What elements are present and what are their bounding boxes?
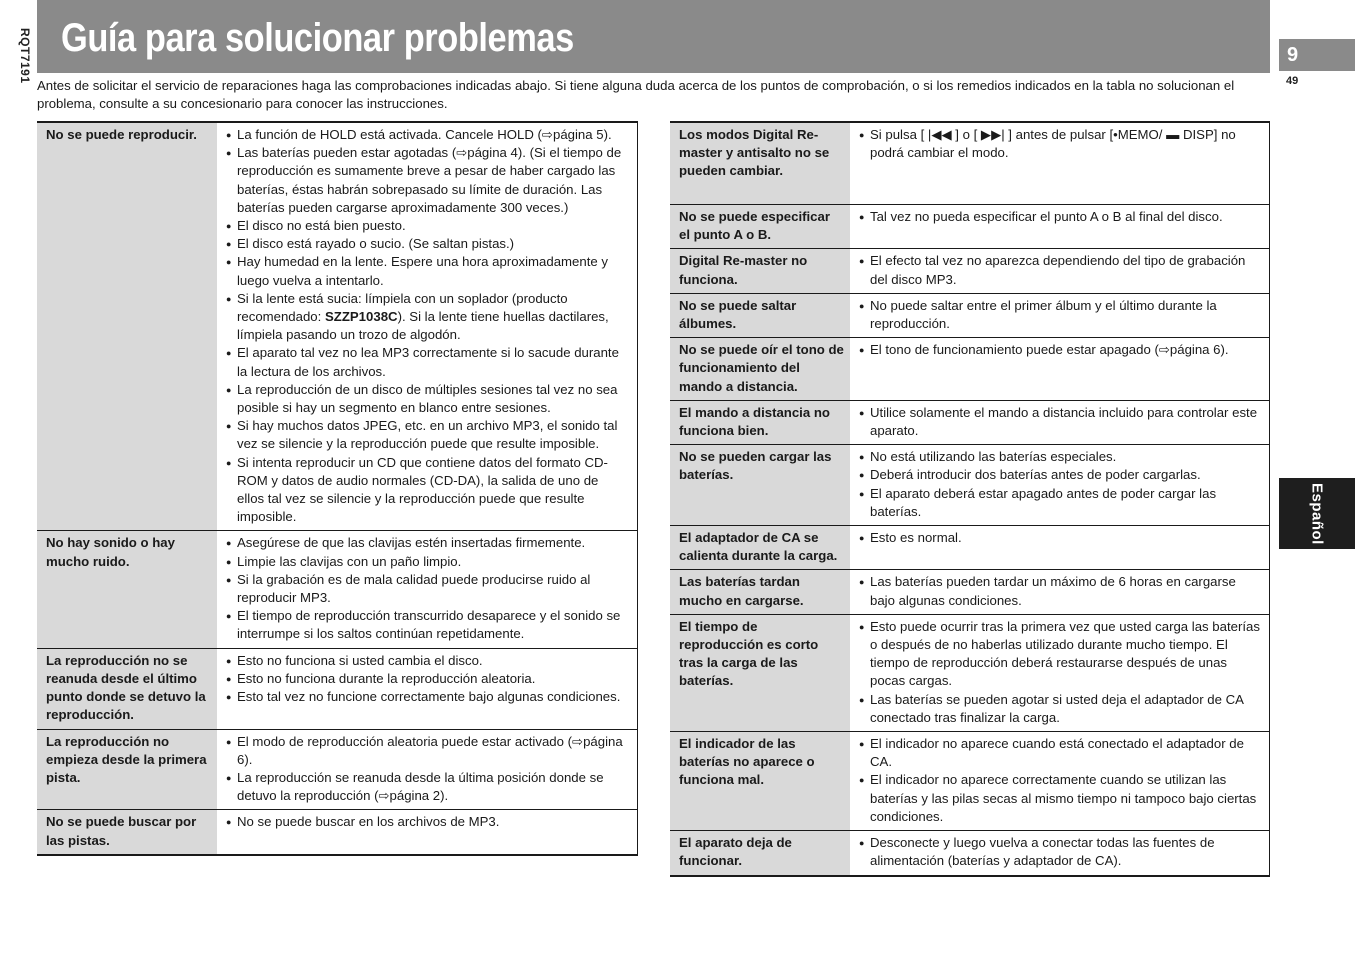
answer-item: ● No se puede buscar en los archivos de MP3. bbox=[226, 813, 629, 831]
answer-item: ● Utilice solamente el mando a distancia incluido para controlar este aparato. bbox=[859, 404, 1261, 440]
answer-item: ● Esto no funciona durante la reproducción aleatoria. bbox=[226, 670, 629, 688]
answer-item: ● Las baterías pueden estar agotadas (⇨página 4). (Si el tiempo de reproducción es sumamente breve a pesar de haber cargado las baterías, éstas habrán sobrepasado su límite de duración. Las baterías pueden cargarse aproximadamente 300 veces.) bbox=[226, 144, 629, 217]
answer-item: ● Las baterías se pueden agotar si usted deja el adaptador de CA conectado tras finalizar la carga. bbox=[859, 691, 1261, 727]
answer-cell bbox=[217, 531, 638, 648]
answer-item: ● Si intenta reproducir un CD que contiene datos del formato CD-ROM y datos de audio normales (CD-DA), la salida de uno de ellos tal vez se silencie y la reproducción puede que resulte imposible. bbox=[226, 454, 629, 527]
table-row bbox=[670, 205, 1270, 249]
table-row bbox=[670, 122, 1270, 205]
answer-item: ● El efecto tal vez no aparezca dependiendo del tipo de grabación del disco MP3. bbox=[859, 252, 1261, 288]
answer-item: ● Esto no funciona si usted cambia el disco. bbox=[226, 652, 629, 670]
table-row bbox=[670, 570, 1270, 614]
problem-cell: No se puede oír el tono de funcionamiento del mando a distancia. bbox=[670, 338, 850, 401]
answer-item: ● Esto tal vez no funcione correctamente bajo algunas condiciones. bbox=[226, 688, 629, 706]
answer-item: ● El tiempo de reproducción transcurrido desaparece y el sonido se interrumpe si los saltos continúan repetidamente. bbox=[226, 607, 629, 643]
answer-cell bbox=[850, 526, 1270, 570]
table-row bbox=[37, 531, 638, 648]
troubleshooting-table-right bbox=[670, 121, 1270, 877]
answer-item bbox=[226, 290, 629, 345]
product-code: SZZP1038C bbox=[324, 309, 398, 325]
table-row bbox=[670, 338, 1270, 401]
answer-cell bbox=[850, 570, 1270, 614]
answer-item: ● El disco no está bien puesto. bbox=[226, 217, 629, 235]
lens-text-post: ). Si la lente tiene huellas dactilares, límpiela pasando un trozo de algodón. bbox=[237, 309, 609, 343]
answer-cell bbox=[850, 205, 1270, 249]
answer-item: ● Limpie las clavijas con un paño limpio. bbox=[226, 553, 629, 571]
page-title: Guía para solucionar problemas bbox=[61, 16, 574, 60]
intro-paragraph: Antes de solicitar el servicio de reparaciones haga las comprobaciones indicadas abajo. Si tiene alguna duda acerca de los puntos de comprobación, o si los remedios indicados en la tabla no solucionan el problema, consulte a su concesionario para conocer las instrucciones. bbox=[37, 78, 1235, 111]
problem-cell: La reproducción no empieza desde la primera pista. bbox=[37, 729, 217, 810]
table-row bbox=[670, 732, 1270, 831]
problem-cell: La reproducción no se reanuda desde el último punto donde se detuvo la reproducción. bbox=[37, 648, 217, 729]
problem-cell: El aparato deja de funcionar. bbox=[670, 831, 850, 876]
answer-item: ● Hay humedad en la lente. Espere una hora aproximadamente y luego vuelva a intentarlo. bbox=[226, 253, 629, 289]
language-label: Español bbox=[1308, 482, 1326, 545]
problem-cell: Las baterías tardan mucho en cargarse. bbox=[670, 570, 850, 614]
answer-cell bbox=[217, 810, 638, 855]
table-row bbox=[670, 831, 1270, 876]
troubleshooting-table-left bbox=[37, 121, 638, 856]
answer-item: ● Deberá introducir dos baterías antes de poder cargarlas. bbox=[859, 466, 1261, 484]
answer-cell bbox=[217, 122, 638, 531]
problem-cell: No se puede buscar por las pistas. bbox=[37, 810, 217, 855]
answer-item: ● Asegúrese de que las clavijas estén insertadas firmemente. bbox=[226, 534, 629, 552]
answer-cell bbox=[850, 122, 1270, 205]
answer-item: ● El indicador no aparece correctamente cuando se utilizan las baterías y las pilas secas al mismo tiempo ni tampoco bajo ciertas condiciones. bbox=[859, 771, 1261, 826]
answer-item: ● Las baterías pueden tardar un máximo de 6 horas en cargarse bajo algunas condiciones. bbox=[859, 573, 1261, 609]
page-sub-number: 49 bbox=[1286, 75, 1299, 87]
table-row bbox=[670, 526, 1270, 570]
table-row bbox=[37, 810, 638, 855]
table-row bbox=[670, 445, 1270, 526]
answer-item: ● El aparato deberá estar apagado antes de poder cargar las baterías. bbox=[859, 485, 1261, 521]
answer-item: ● El modo de reproducción aleatoria puede estar activado (⇨página 6). bbox=[226, 733, 629, 769]
answer-cell bbox=[850, 293, 1270, 337]
answer-cell bbox=[850, 614, 1270, 731]
answer-item: ● No puede saltar entre el primer álbum y el último durante la reproducción. bbox=[859, 297, 1261, 333]
answer-item: ● Si pulsa [ |◀◀ ] o [ ▶▶| ] antes de pulsar [•MEMO/ ▬ DISP] no podrá cambiar el modo. bbox=[859, 126, 1261, 162]
answer-item: ● Esto puede ocurrir tras la primera vez que usted carga las baterías o después de no haberlas utilizado durante mucho tiempo. El tiempo de reproducción deberá restaurarse después de unas pocas cargas. bbox=[859, 618, 1261, 691]
document-code: RQT7191 bbox=[18, 28, 32, 84]
answer-item: ● El tono de funcionamiento puede estar apagado (⇨página 6). bbox=[859, 341, 1261, 359]
problem-cell: Digital Re-master no funciona. bbox=[670, 249, 850, 293]
problem-cell: No hay sonido o hay mucho ruido. bbox=[37, 531, 217, 648]
answer-cell bbox=[217, 729, 638, 810]
table-row bbox=[670, 293, 1270, 337]
answer-cell bbox=[850, 400, 1270, 444]
problem-cell: No se puede especificar el punto A o B. bbox=[670, 205, 850, 249]
answer-cell bbox=[850, 732, 1270, 831]
answer-item: ● Desconecte y luego vuelva a conectar todas las fuentes de alimentación (baterías y adaptador de CA). bbox=[859, 834, 1261, 870]
answer-cell bbox=[850, 445, 1270, 526]
table-row bbox=[670, 249, 1270, 293]
problem-cell: No se puede saltar álbumes. bbox=[670, 293, 850, 337]
answer-cell bbox=[217, 648, 638, 729]
answer-item: ● Tal vez no pueda especificar el punto A o B al final del disco. bbox=[859, 208, 1261, 226]
language-tab bbox=[1279, 478, 1355, 549]
table-row bbox=[37, 729, 638, 810]
answer-item: ● Esto es normal. bbox=[859, 529, 1261, 547]
page-number: 9 bbox=[1279, 39, 1355, 71]
table-row bbox=[37, 648, 638, 729]
problem-cell: El mando a distancia no funciona bien. bbox=[670, 400, 850, 444]
title-bar bbox=[37, 0, 1270, 73]
problem-cell: El indicador de las baterías no aparece o funciona mal. bbox=[670, 732, 850, 831]
answer-item: ● La reproducción se reanuda desde la última posición donde se detuvo la reproducción (⇨página 2). bbox=[226, 769, 629, 805]
answer-cell bbox=[850, 831, 1270, 876]
answer-item: ● El aparato tal vez no lea MP3 correctamente si lo sacude durante la lectura de los archivos. bbox=[226, 344, 629, 380]
table-row bbox=[37, 122, 638, 531]
answer-item: ● Si hay muchos datos JPEG, etc. en un archivo MP3, el sonido tal vez se silencie y la reproducción puede que resulte imposible. bbox=[226, 417, 629, 453]
answer-cell bbox=[850, 338, 1270, 401]
problem-cell: El adaptador de CA se calienta durante la carga. bbox=[670, 526, 850, 570]
problem-cell: El tiempo de reproducción es corto tras la carga de las baterías. bbox=[670, 614, 850, 731]
answer-item: ● Si la grabación es de mala calidad puede producirse ruido al reproducir MP3. bbox=[226, 571, 629, 607]
problem-cell: No se puede reproducir. bbox=[37, 122, 217, 531]
answer-item: ● El indicador no aparece cuando está conectado el adaptador de CA. bbox=[859, 735, 1261, 771]
answer-item: ● La función de HOLD está activada. Cancele HOLD (⇨página 5). bbox=[226, 126, 629, 144]
lens-text-pre: Si la lente está sucia: límpiela con un soplador (producto recomendado: bbox=[237, 290, 568, 325]
problem-cell: Los modos Digital Re-master y antisalto no se pueden cambiar. bbox=[670, 122, 850, 205]
answer-item: ● El disco está rayado o sucio. (Se saltan pistas.) bbox=[226, 235, 629, 253]
answer-item: ● La reproducción de un disco de múltiples sesiones tal vez no sea posible si hay un segmento en blanco entre sesiones. bbox=[226, 381, 629, 417]
problem-cell: No se pueden cargar las baterías. bbox=[670, 445, 850, 526]
answer-item: ● No está utilizando las baterías especiales. bbox=[859, 448, 1261, 466]
answer-cell bbox=[850, 249, 1270, 293]
table-row bbox=[670, 400, 1270, 444]
table-row bbox=[670, 614, 1270, 731]
